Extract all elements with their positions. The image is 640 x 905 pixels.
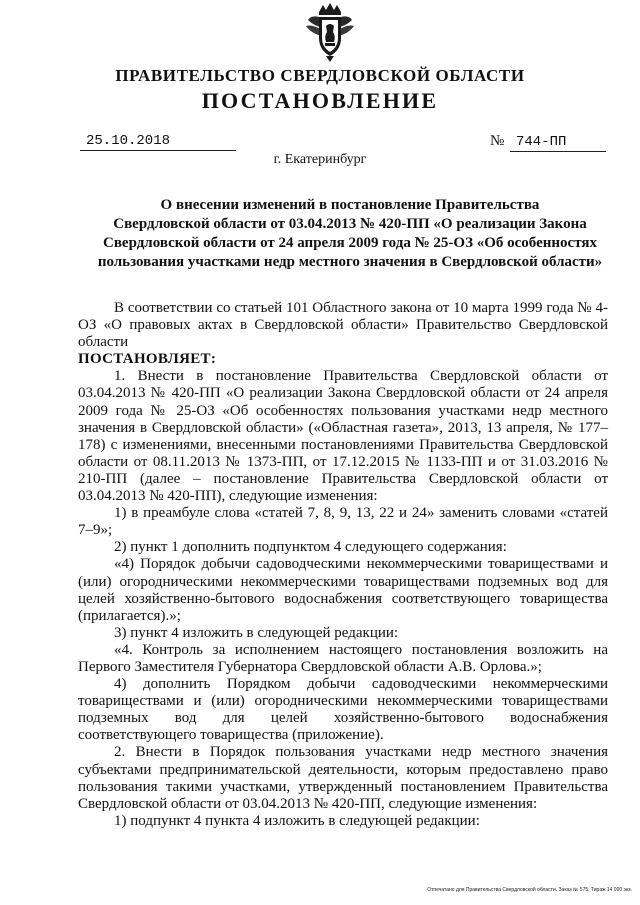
document-date: 25.10.2018 [80, 132, 236, 151]
city: г. Екатеринбург [273, 152, 367, 167]
print-footer: Отпечатано для Правительства Свердловской области. Заказ № 575. Тираж 14 000 экз. [427, 887, 632, 893]
paragraph-quote-4: «4) Порядок добычи садоводческими некоммерческими товариществами и (или) огородническими некоммерческими товариществами подземных вод для целей хозяйственно-бытового водоснабжения соответствующего товарищества (прилагается).»; [78, 556, 608, 624]
paragraph-subitem-2-1: 1) подпункт 4 пункта 4 изложить в следующей редакции: [114, 812, 480, 829]
subject-line: О внесении изменений в постановление Правительства [160, 197, 540, 213]
paragraph-preamble: В соответствии со статьей 101 Областного закона от 10 марта 1999 года № 4-ОЗ «О правовых актах в Свердловской области» Правительство Свердловской области [78, 300, 608, 351]
paragraph-subitem-1-1: 1) в преамбуле слова «статей 7, 8, 9, 13, 22 и 24» заменить словами «статей 7–9»; [78, 505, 608, 539]
paragraph-subitem-1-2: 2) пункт 1 дополнить подпунктом 4 следующего содержания: [114, 539, 507, 556]
coat-of-arms-icon [302, 2, 358, 64]
paragraph-item-1: 1. Внести в постановление Правительства Свердловской области от 03.04.2013 № 420-ПП «О реализации Закона Свердловской области от 24 апреля 2009 года № 25-ОЗ «Об особенностях пользования участками недр местного значения в Свердловской области» («Областная газета», 2013, 13 апреля, № 177–178) с изменениями, внесенными постановлениями Правительства Свердловской области от 08.11.2013 № 1373-ПП, от 17.12.2015 № 1133-ПП и от 31.03.2016 № 210-ПП (далее – постановление Правительства Свердловской области от 03.04.2013 № 420-ПП), следующие изменения: [78, 368, 608, 505]
number-value: 744-ПП [510, 133, 606, 152]
document-type: ПОСТАНОВЛЕНИЕ [201, 88, 439, 113]
paragraph-subitem-1-3: 3) пункт 4 изложить в следующей редакции: [114, 624, 399, 641]
subject-line: Свердловской области от 03.04.2013 № 420-ПП «О реализации Закона [113, 216, 587, 232]
document-body [78, 300, 608, 830]
paragraph-item-2: 2. Внести в Порядок пользования участками недр местного значения субъектами предпринимательской деятельности, которым предоставлено право пользования такими участками, утвержденный постановлением Правительства Свердловской области от 03.04.2013 № 420-ПП, следующие изменения: [78, 744, 608, 812]
government-title: ПРАВИТЕЛЬСТВО СВЕРДЛОВСКОЙ ОБЛАСТИ [115, 66, 525, 85]
subject-line: Свердловской области от 24 апреля 2009 года № 25-ОЗ «Об особенностях [102, 235, 597, 251]
paragraph-quote-control: «4. Контроль за исполнением настоящего постановления возложить на Первого Заместителя Губернатора Свердловской области А.В. Орлова.»; [78, 641, 608, 675]
number-sign: № [490, 133, 505, 149]
paragraph-resolves: ПОСТАНОВЛЯЕТ: [78, 351, 217, 368]
subject-line: пользования участками недр местного значения в Свердловской области» [97, 254, 603, 270]
document-subject [90, 196, 610, 272]
paragraph-subitem-1-4: 4) дополнить Порядком добычи садоводческими некоммерческими товариществами и (или) огородническими некоммерческими товариществами подземных вод для целей хозяйственно-бытового водоснабжения соответствующего товарищества (приложение). [78, 676, 608, 744]
document-number [490, 132, 610, 150]
